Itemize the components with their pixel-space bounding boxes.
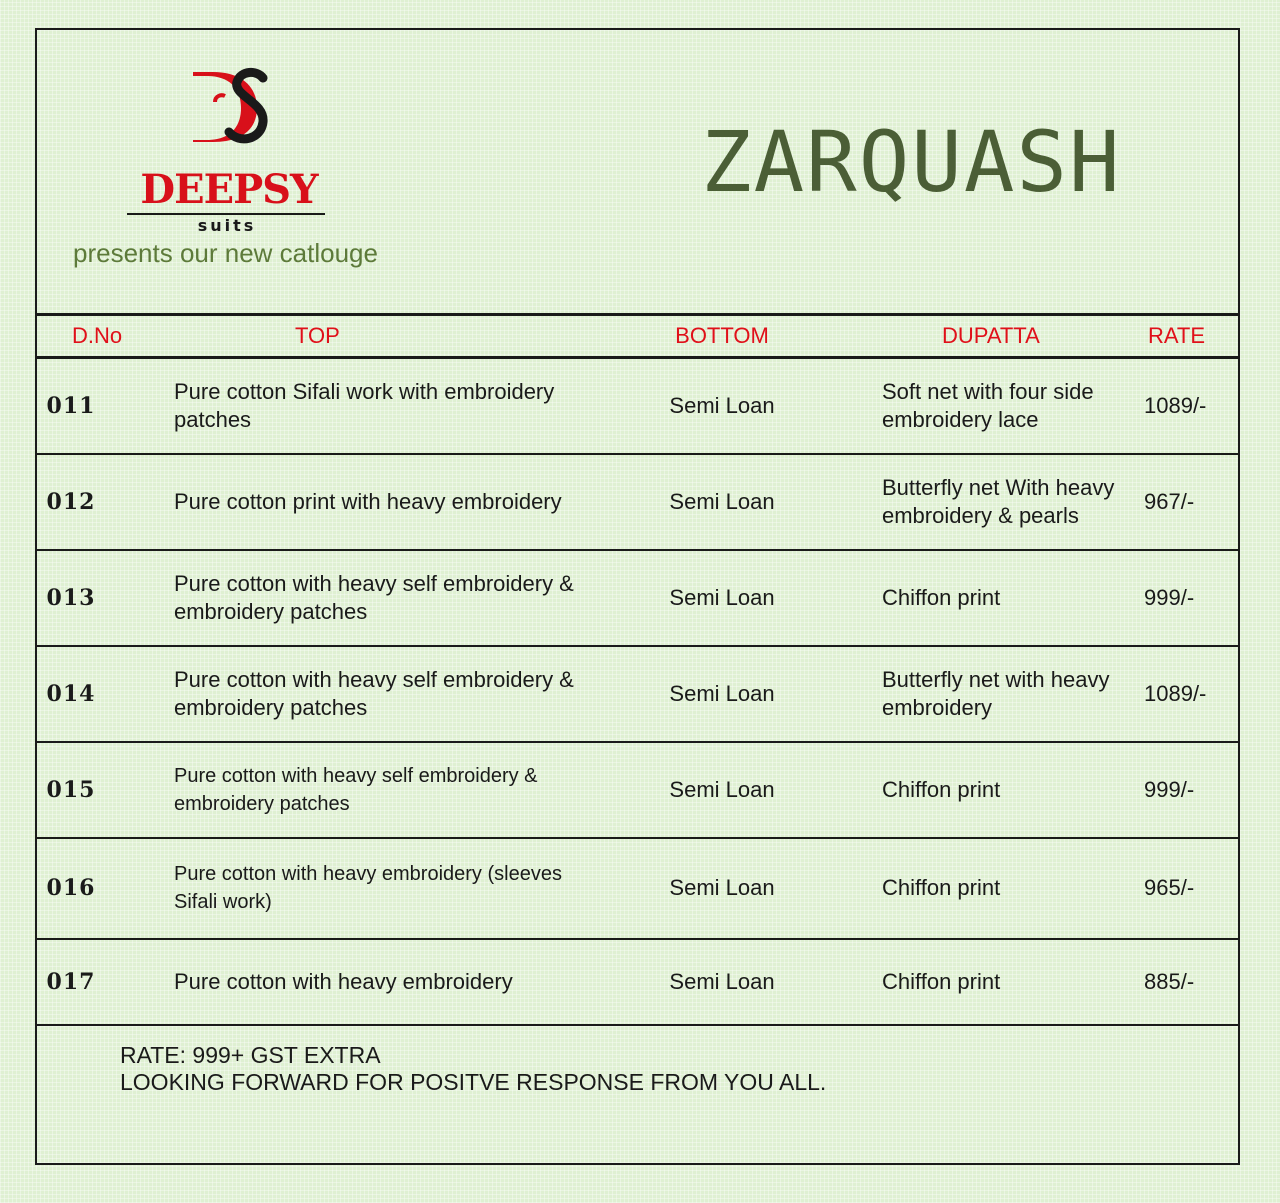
row-bottom: Semi Loan — [592, 550, 852, 646]
row-rate: 999/- — [1142, 742, 1238, 838]
table-row — [37, 454, 1238, 550]
row-top: Pure cotton with heavy embroidery (sleeves Sifali work) — [170, 838, 592, 939]
table-header-row — [37, 315, 1238, 358]
brand-name: DEEPSY — [140, 166, 318, 213]
table-row — [37, 838, 1238, 939]
row-top: Pure cotton with heavy self embroidery & embroidery patches — [170, 646, 592, 742]
row-bottom: Semi Loan — [592, 742, 852, 838]
table-row — [37, 742, 1238, 838]
row-top: Pure cotton with heavy self embroidery & embroidery patches — [170, 742, 592, 838]
catalog-footer — [120, 1042, 826, 1096]
footer-message: LOOKING FORWARD FOR POSITVE RESPONSE FROM YOU ALL. — [120, 1069, 827, 1095]
row-dno: 012 — [37, 454, 170, 550]
brand-divider — [127, 213, 325, 215]
row-rate: 1089/- — [1142, 646, 1238, 742]
row-top: Pure cotton with heavy embroidery — [170, 939, 592, 1025]
row-rate: 999/- — [1142, 550, 1238, 646]
row-rate: 1089/- — [1142, 358, 1238, 454]
catalog-frame — [35, 28, 1240, 1165]
row-bottom: Semi Loan — [592, 646, 852, 742]
row-dno: 014 — [37, 646, 170, 742]
row-dupatta: Chiffon print — [852, 550, 1142, 646]
row-bottom: Semi Loan — [592, 838, 852, 939]
row-dno: 015 — [37, 742, 170, 838]
row-top: Pure cotton Sifali work with embroidery patches — [170, 358, 592, 454]
row-dno: 017 — [37, 939, 170, 1025]
row-dupatta: Soft net with four side embroidery lace — [852, 358, 1142, 454]
row-dupatta: Butterfly net With heavy embroidery & pearls — [852, 454, 1142, 550]
table-row — [37, 550, 1238, 646]
header-dupatta: DUPATTA — [852, 315, 1142, 358]
footer-rate-note: RATE: 999+ GST EXTRA — [120, 1042, 381, 1068]
header-top: TOP — [170, 315, 592, 358]
catalog-table — [37, 313, 1238, 1026]
row-rate: 885/- — [1142, 939, 1238, 1025]
row-dupatta: Chiffon print — [852, 939, 1142, 1025]
row-dno: 013 — [37, 550, 170, 646]
brand-tagline: presents our new catlouge — [73, 238, 378, 268]
header-dno: D.No — [37, 315, 170, 358]
row-dupatta: Chiffon print — [852, 742, 1142, 838]
row-top: Pure cotton with heavy self embroidery & embroidery patches — [170, 550, 592, 646]
row-bottom: Semi Loan — [592, 358, 852, 454]
brand-subtitle: suits — [197, 216, 257, 235]
collection-title: ZARQUASH — [701, 113, 1122, 211]
catalog-header — [37, 30, 1238, 313]
row-rate: 965/- — [1142, 838, 1238, 939]
ds-logo-icon — [185, 66, 275, 146]
table-row — [37, 939, 1238, 1025]
row-top: Pure cotton print with heavy embroidery — [170, 454, 592, 550]
row-dupatta: Chiffon print — [852, 838, 1142, 939]
header-rate: RATE — [1142, 315, 1238, 358]
row-bottom: Semi Loan — [592, 939, 852, 1025]
table-row — [37, 646, 1238, 742]
row-rate: 967/- — [1142, 454, 1238, 550]
row-bottom: Semi Loan — [592, 454, 852, 550]
table-row — [37, 358, 1238, 454]
header-bottom: BOTTOM — [592, 315, 852, 358]
row-dupatta: Butterfly net with heavy embroidery — [852, 646, 1142, 742]
row-dno: 016 — [37, 838, 170, 939]
row-dno: 011 — [37, 358, 170, 454]
